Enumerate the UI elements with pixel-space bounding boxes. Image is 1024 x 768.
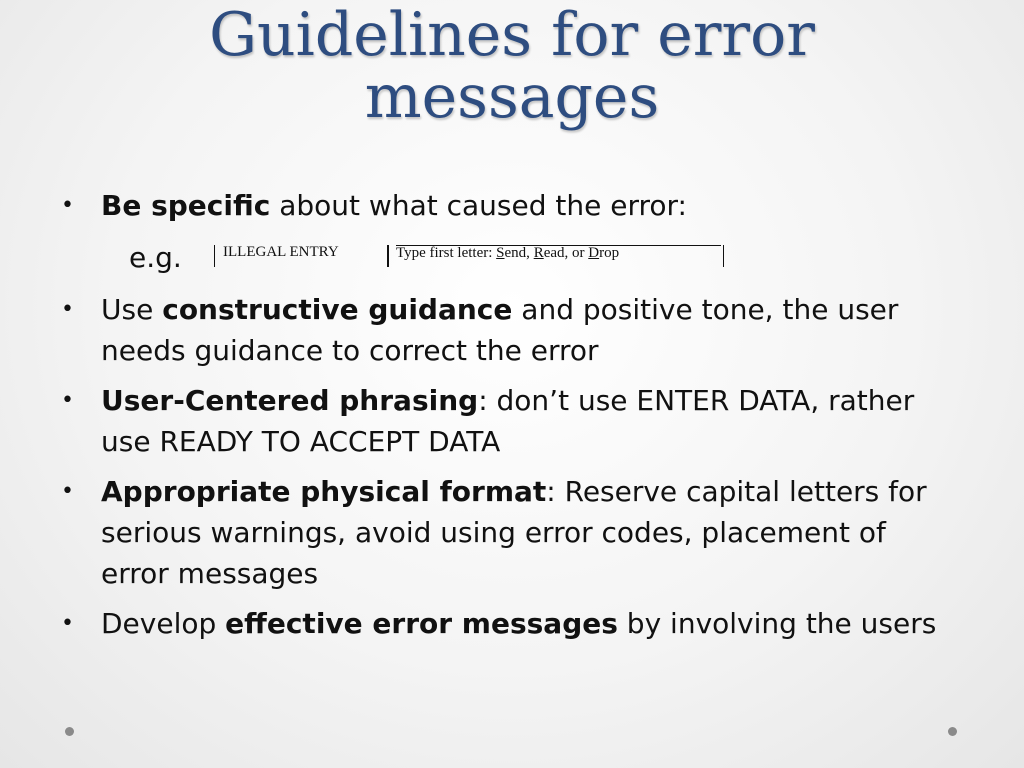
- bullet-item-be-specific: [57, 185, 957, 226]
- decorative-dot-left: [65, 727, 74, 736]
- bullet-prefix: Develop: [101, 607, 226, 640]
- bullet-marker: •: [61, 479, 74, 504]
- slide-title: [0, 0, 1024, 132]
- hint-prefix: Type first letter:: [396, 245, 497, 261]
- bullet-emphasis: Be specific: [101, 189, 271, 222]
- hint-option-send-initial: S: [496, 245, 505, 261]
- error-code-text: ILLEGAL ENTRY: [223, 244, 339, 260]
- example-error-message: [214, 245, 724, 267]
- bullet-text: : don’t use ENTER DATA, rather use READY TO ACCEPT DATA: [101, 384, 915, 458]
- bullet-text: by involving the users: [617, 607, 937, 640]
- hint-option-read-initial: R: [533, 245, 544, 261]
- slide-title-line-2: messages: [364, 62, 660, 132]
- example-label: e.g.: [129, 241, 182, 274]
- decorative-dot-right: [948, 727, 957, 736]
- bullet-marker: •: [61, 297, 74, 322]
- bullet-emphasis: effective error messages: [225, 607, 618, 640]
- bullet-text: and positive tone, the user needs guidance to correct the error: [101, 293, 899, 367]
- bullet-item-physical-format: [57, 471, 957, 594]
- bullet-item-constructive-guidance: [57, 289, 957, 371]
- hint-option-send-rest: end,: [504, 245, 534, 261]
- error-hint-text: [396, 245, 721, 261]
- bullet-emphasis: Appropriate physical format: [101, 475, 547, 508]
- hint-option-drop-rest: rop: [599, 245, 620, 261]
- bullet-marker: •: [61, 388, 74, 413]
- error-divider: [387, 245, 389, 267]
- hint-option-drop-initial: D: [588, 245, 600, 261]
- bullet-emphasis: constructive guidance: [162, 293, 513, 326]
- bullet-prefix: Use: [101, 293, 163, 326]
- bullet-marker: •: [61, 611, 74, 636]
- bullet-marker: •: [61, 193, 74, 218]
- bullet-item-effective-messages: [57, 603, 957, 644]
- bullet-emphasis: User-Centered phrasing: [101, 384, 479, 417]
- bullet-item-user-centered-phrasing: [57, 380, 957, 462]
- slide-title-line-1: Guidelines for error: [209, 0, 815, 70]
- bullet-text: about what caused the error:: [270, 189, 687, 222]
- bullet-list: [57, 185, 957, 653]
- hint-option-read-rest: ead, or: [543, 245, 589, 261]
- example-row: [57, 235, 957, 285]
- bullet-text: : Reserve capital letters for serious warnings, avoid using error codes, placement of error messages: [101, 475, 927, 590]
